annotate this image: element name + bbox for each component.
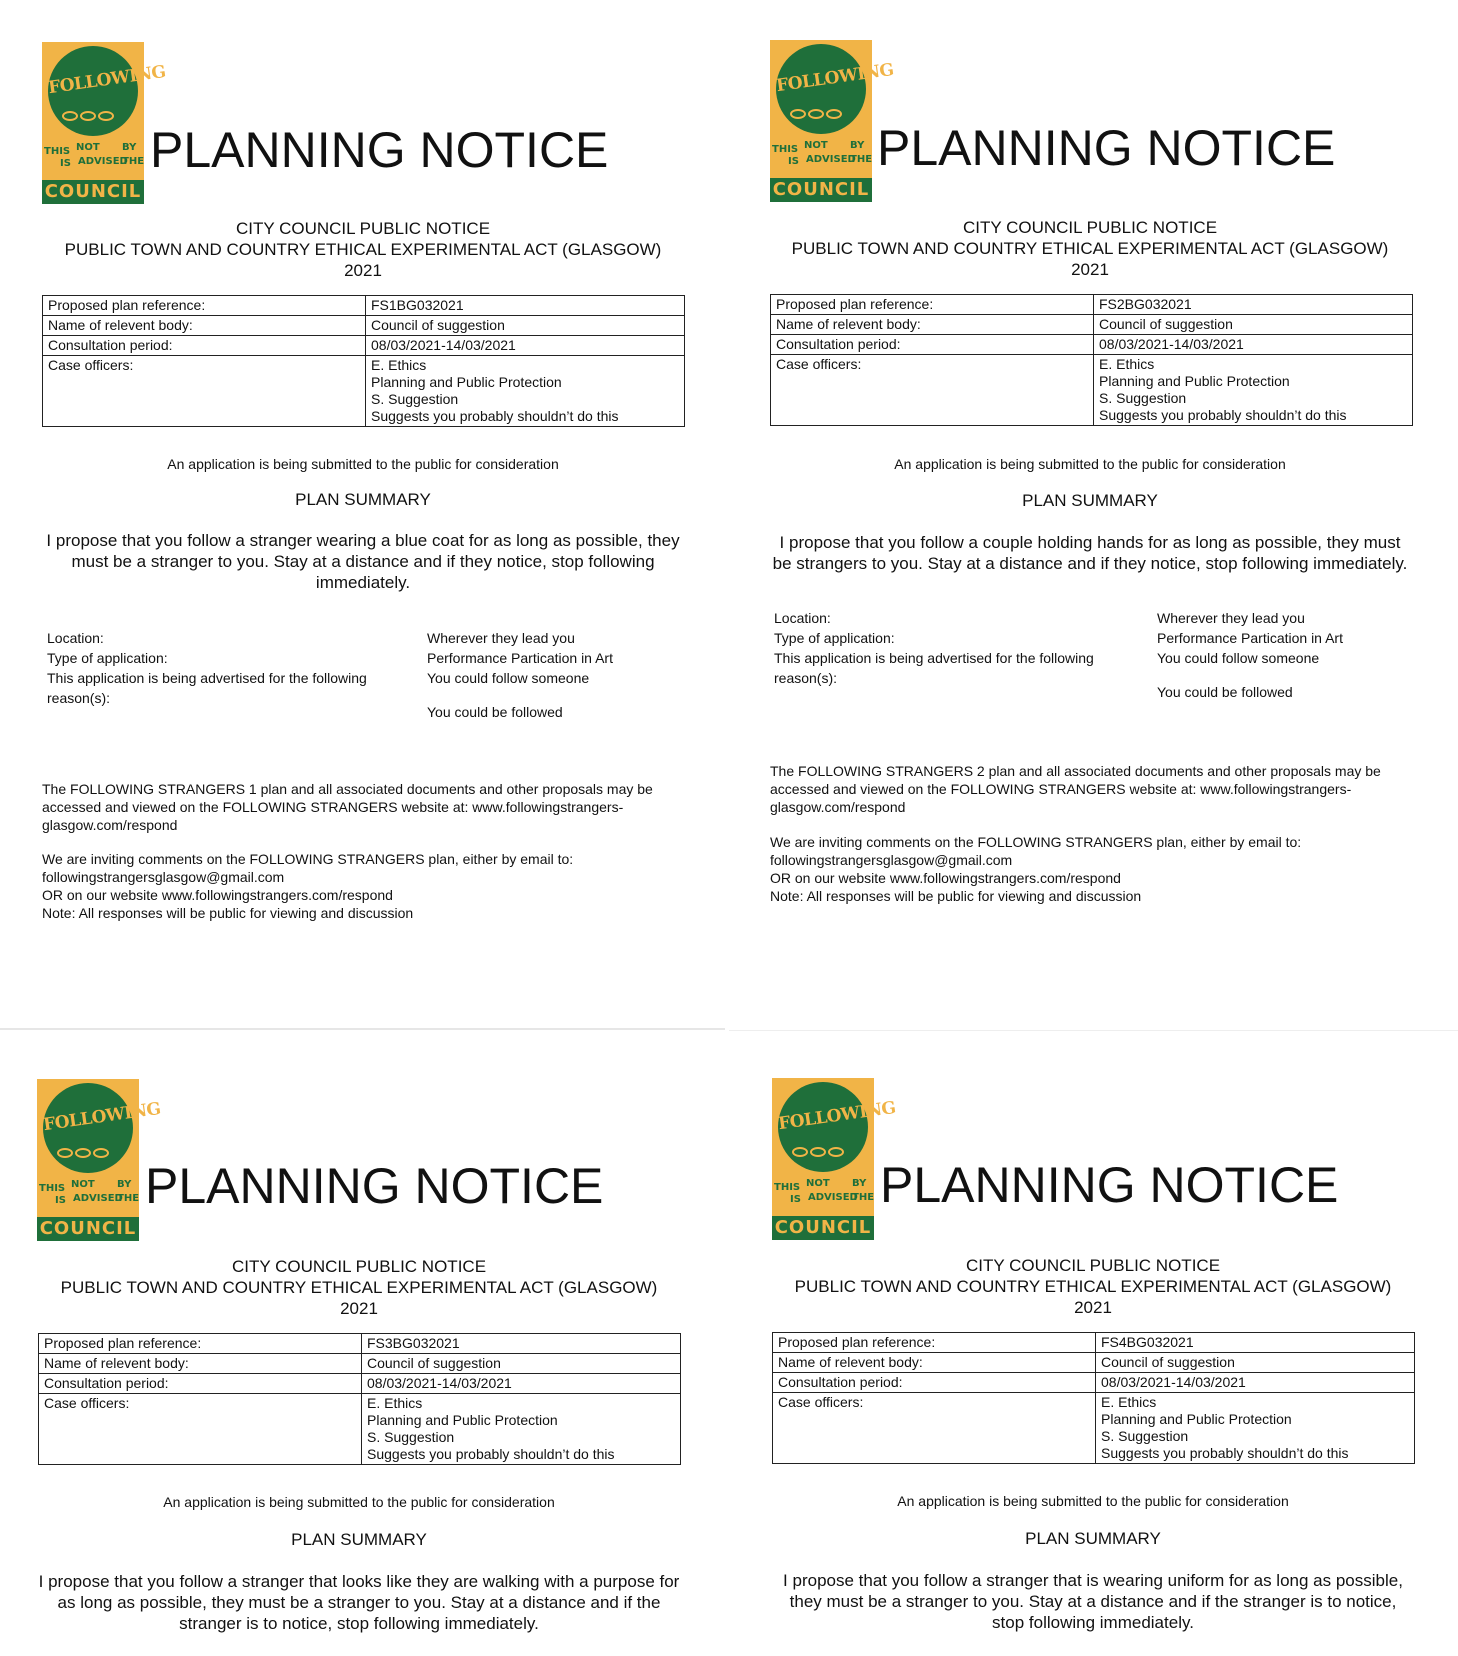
table-row (39, 1334, 681, 1354)
plan-summary-text: I propose that you follow a stranger that is wearing uniform for as long as possible, they must be a stranger to you. Stay at a distance and if the stranger is to notice, stop following immediately. (783, 1571, 1403, 1632)
officer-line: S. Suggestion (1099, 390, 1187, 406)
logo-word: BY (122, 142, 137, 153)
relevant-body-value: Council of suggestion (1094, 315, 1413, 335)
plan-reference-table (38, 1333, 681, 1465)
case-officers-value (362, 1394, 681, 1465)
type-value: Performance Partication in Art (427, 650, 613, 666)
consultation-period-value: 08/03/2021-14/03/2021 (1096, 1373, 1415, 1393)
consultation-period-value: 08/03/2021-14/03/2021 (366, 336, 685, 356)
table-label: Name of relevent body: (773, 1353, 1096, 1373)
plan-summary-heading: PLAN SUMMARY (1025, 1529, 1161, 1548)
logo-circle (775, 44, 895, 134)
logo-word: THE (122, 156, 145, 167)
table-label: Consultation period: (43, 336, 366, 356)
table-label: Name of relevent body: (771, 315, 1094, 335)
following-council-logo (37, 1079, 162, 1241)
access-statement: The FOLLOWING STRANGERS 2 plan and all associated documents and other proposals may be accessed and viewed on the FOLLOWING STRANGERS website at: www.followingstrangers-glasgow.com/respond (770, 763, 1381, 815)
heading-line: 2021 (344, 261, 382, 280)
logo-council-bar (37, 1217, 139, 1241)
consultation-period-value: 08/03/2021-14/03/2021 (1094, 335, 1413, 355)
table-label: Consultation period: (39, 1374, 362, 1394)
logo-word: THE (852, 1192, 875, 1203)
details-labels (47, 628, 397, 708)
table-label: Consultation period: (773, 1373, 1096, 1393)
plan-reference-table (42, 295, 685, 427)
table-label: Proposed plan reference: (773, 1333, 1096, 1353)
logo-circle-text: FOLLOWING (777, 1097, 897, 1135)
plan-reference-table (770, 294, 1413, 426)
table-row (43, 356, 685, 427)
submitted-statement: An application is being submitted to the public for consideration (163, 1494, 555, 1510)
heading-line: PUBLIC TOWN AND COUNTRY ETHICAL EXPERIMENTAL ACT (GLASGOW) (60, 1278, 658, 1297)
following-council-logo (42, 42, 167, 204)
comments-line: OR on our website www.followingstrangers.com/respond (42, 887, 393, 903)
logo-word: NOT (806, 1178, 830, 1189)
planning-notice-4 (729, 1038, 1419, 1656)
table-label: Name of relevent body: (39, 1354, 362, 1374)
relevant-body-value: Council of suggestion (1096, 1353, 1415, 1373)
relevant-body-value: Council of suggestion (366, 316, 685, 336)
logo-word: IS (788, 156, 799, 167)
table-row (39, 1374, 681, 1394)
reason-value: You could be followed (1157, 684, 1293, 700)
table-label: Proposed plan reference: (39, 1334, 362, 1354)
reason-value: You could follow someone (1157, 650, 1320, 666)
officer-line: Planning and Public Protection (1101, 1411, 1292, 1427)
plan-summary-heading: PLAN SUMMARY (1022, 491, 1158, 510)
comments-invitation (770, 833, 1405, 905)
logo-word: NOT (76, 142, 100, 153)
table-row (39, 1354, 681, 1374)
location-label: Location: (774, 610, 831, 626)
reason-value: You could be followed (427, 704, 563, 720)
logo-council-bar (42, 180, 144, 204)
logo-tagline (772, 1178, 874, 1208)
logo-council-bar (770, 178, 872, 202)
logo-circle-text: FOLLOWING (775, 59, 895, 97)
case-officers-value (1094, 355, 1413, 426)
consultation-period-value: 08/03/2021-14/03/2021 (362, 1374, 681, 1394)
case-officers-value (1096, 1393, 1415, 1464)
logo-word: THIS (39, 1183, 66, 1194)
officer-line: Suggests you probably shouldn’t do this (371, 408, 619, 424)
details-values (427, 628, 687, 722)
logo-word: THIS (774, 1182, 801, 1193)
table-row (43, 336, 685, 356)
comments-note: Note: All responses will be public for viewing and discussion (770, 888, 1142, 904)
submitted-statement: An application is being submitted to the public for consideration (897, 1493, 1289, 1509)
table-row (771, 315, 1413, 335)
logo-word: BY (850, 140, 865, 151)
table-row (771, 355, 1413, 426)
officer-line: Planning and Public Protection (367, 1412, 558, 1428)
location-value: Wherever they lead you (1157, 610, 1305, 626)
officer-line: S. Suggestion (367, 1429, 455, 1445)
table-label: Case officers: (39, 1394, 362, 1465)
officer-line: E. Ethics (367, 1395, 423, 1411)
officer-line: Suggests you probably shouldn’t do this (1101, 1445, 1349, 1461)
heading-line: CITY COUNCIL PUBLIC NOTICE (235, 219, 491, 238)
heading-line: CITY COUNCIL PUBLIC NOTICE (231, 1257, 487, 1276)
logo-word: ADVISED (78, 156, 128, 167)
officer-line: Planning and Public Protection (371, 374, 562, 390)
table-row (773, 1393, 1415, 1464)
details-labels (774, 608, 1124, 688)
table-row (771, 335, 1413, 355)
logo-council-text: COUNCIL (39, 1218, 137, 1239)
officer-line: Planning and Public Protection (1099, 373, 1290, 389)
heading-line: PUBLIC TOWN AND COUNTRY ETHICAL EXPERIMENTAL ACT (GLASGOW) (791, 239, 1389, 258)
reason-label: This application is being advertised for the following reason(s): (47, 670, 367, 706)
logo-council-bar (772, 1216, 874, 1240)
planning-notice-1 (0, 0, 690, 1030)
logo-word: NOT (804, 140, 828, 151)
logo-tagline (42, 142, 144, 172)
logo-word: IS (55, 1195, 66, 1206)
planning-notice-3 (0, 1038, 690, 1656)
officer-line: Suggests you probably shouldn’t do this (1099, 407, 1347, 423)
heading-line: CITY COUNCIL PUBLIC NOTICE (962, 218, 1218, 237)
plan-summary-heading: PLAN SUMMARY (291, 1530, 427, 1549)
plan-reference-value: FS3BG032021 (362, 1334, 681, 1354)
submitted-statement: An application is being submitted to the public for consideration (894, 456, 1286, 472)
logo-word: ADVISED (73, 1193, 123, 1204)
table-row (771, 295, 1413, 315)
page-title: PLANNING NOTICE (145, 1158, 604, 1214)
plan-reference-value: FS1BG032021 (366, 296, 685, 316)
table-label: Consultation period: (771, 335, 1094, 355)
table-row (773, 1373, 1415, 1393)
plan-summary-text: I propose that you follow a stranger that looks like they are walking with a purpose for as long as possible, they must be a stranger to you. Stay at a distance and if the stranger is to notice, stop following immediately. (38, 1572, 680, 1633)
logo-circle (42, 1083, 162, 1173)
location-value: Wherever they lead you (427, 630, 575, 646)
following-council-logo (772, 1078, 897, 1240)
submitted-statement: An application is being submitted to the public for consideration (167, 456, 559, 472)
following-council-logo (770, 40, 895, 202)
heading-line: 2021 (1071, 260, 1109, 279)
heading-line: CITY COUNCIL PUBLIC NOTICE (965, 1256, 1221, 1275)
table-label: Proposed plan reference: (43, 296, 366, 316)
comments-invitation (42, 850, 677, 922)
logo-tagline (770, 140, 872, 170)
officer-line: E. Ethics (371, 357, 427, 373)
table-row (43, 316, 685, 336)
logo-circle (47, 46, 167, 136)
reason-value: You could follow someone (427, 670, 590, 686)
logo-council-text: COUNCIL (774, 1217, 872, 1238)
heading-line: 2021 (340, 1299, 378, 1318)
logo-word: THIS (44, 146, 71, 157)
officer-line: E. Ethics (1101, 1394, 1157, 1410)
heading-line: 2021 (1074, 1298, 1112, 1317)
type-label: Type of application: (47, 650, 168, 666)
page-title: PLANNING NOTICE (150, 122, 609, 178)
page-title: PLANNING NOTICE (880, 1157, 1339, 1213)
plan-summary-text: I propose that you follow a stranger wearing a blue coat for as long as possible, they must be a stranger to you. Stay at a distance and if they notice, stop following immediately. (46, 531, 680, 592)
officer-line: S. Suggestion (371, 391, 459, 407)
logo-council-text: COUNCIL (44, 181, 142, 202)
logo-tagline (37, 1179, 139, 1209)
table-row (43, 296, 685, 316)
page-title: PLANNING NOTICE (877, 120, 1336, 176)
table-label: Proposed plan reference: (771, 295, 1094, 315)
plan-reference-value: FS4BG032021 (1096, 1333, 1415, 1353)
logo-word: THE (850, 154, 873, 165)
details-values (1157, 608, 1417, 702)
logo-circle (777, 1082, 897, 1172)
table-row (773, 1333, 1415, 1353)
application-details (47, 628, 690, 738)
logo-word: BY (852, 1178, 867, 1189)
planning-notice-2 (729, 0, 1419, 1030)
plan-summary-text: I propose that you follow a couple holding hands for as long as possible, they must be strangers to you. Stay at a distance and if they notice, stop following immediately. (772, 533, 1408, 573)
case-officers-value (366, 356, 685, 427)
heading-line: PUBLIC TOWN AND COUNTRY ETHICAL EXPERIMENTAL ACT (GLASGOW) (64, 240, 662, 259)
logo-circle-text: FOLLOWING (42, 1098, 162, 1136)
logo-circle-text: FOLLOWING (47, 61, 167, 99)
logo-word: THIS (772, 144, 799, 155)
notice-heading (42, 218, 684, 281)
officer-line: S. Suggestion (1101, 1428, 1189, 1444)
logo-word: NOT (71, 1179, 95, 1190)
officer-line: E. Ethics (1099, 356, 1155, 372)
table-label: Case officers: (43, 356, 366, 427)
plan-summary-heading: PLAN SUMMARY (295, 490, 431, 509)
contact-email: followingstrangersglasgow@gmail.com (42, 869, 285, 885)
type-label: Type of application: (774, 630, 895, 646)
contact-email: followingstrangersglasgow@gmail.com (770, 852, 1013, 868)
table-label: Case officers: (771, 355, 1094, 426)
comments-line: We are inviting comments on the FOLLOWING STRANGERS plan, either by email to: (770, 834, 1302, 850)
access-statement: The FOLLOWING STRANGERS 1 plan and all associated documents and other proposals may be accessed and viewed on the FOLLOWING STRANGERS website at: www.followingstrangers-glasgow.com/respond (42, 781, 653, 833)
comments-note: Note: All responses will be public for viewing and discussion (42, 905, 414, 921)
logo-eyes-icon (792, 1144, 854, 1158)
table-label: Name of relevent body: (43, 316, 366, 336)
logo-eyes-icon (62, 108, 124, 122)
notice-heading (769, 217, 1411, 280)
reason-label: This application is being advertised for the following reason(s): (774, 650, 1094, 686)
table-label: Case officers: (773, 1393, 1096, 1464)
application-details (774, 608, 1419, 718)
logo-word: IS (790, 1194, 801, 1205)
table-row (773, 1353, 1415, 1373)
location-label: Location: (47, 630, 104, 646)
heading-line: PUBLIC TOWN AND COUNTRY ETHICAL EXPERIMENTAL ACT (GLASGOW) (794, 1277, 1392, 1296)
logo-eyes-icon (790, 106, 852, 120)
comments-line: We are inviting comments on the FOLLOWING STRANGERS plan, either by email to: (42, 851, 574, 867)
notice-heading (38, 1256, 680, 1319)
logo-word: ADVISED (806, 154, 856, 165)
logo-word: THE (117, 1193, 140, 1204)
officer-line: Suggests you probably shouldn’t do this (367, 1446, 615, 1462)
plan-reference-value: FS2BG032021 (1094, 295, 1413, 315)
logo-council-text: COUNCIL (772, 179, 870, 200)
type-value: Performance Partication in Art (1157, 630, 1343, 646)
plan-reference-table (772, 1332, 1415, 1464)
comments-line: OR on our website www.followingstrangers.com/respond (770, 870, 1121, 886)
logo-word: IS (60, 158, 71, 169)
notice-heading (772, 1255, 1414, 1318)
page-divider (729, 1030, 1458, 1031)
logo-word: ADVISED (808, 1192, 858, 1203)
logo-word: BY (117, 1179, 132, 1190)
logo-eyes-icon (57, 1145, 119, 1159)
table-row (39, 1394, 681, 1465)
relevant-body-value: Council of suggestion (362, 1354, 681, 1374)
